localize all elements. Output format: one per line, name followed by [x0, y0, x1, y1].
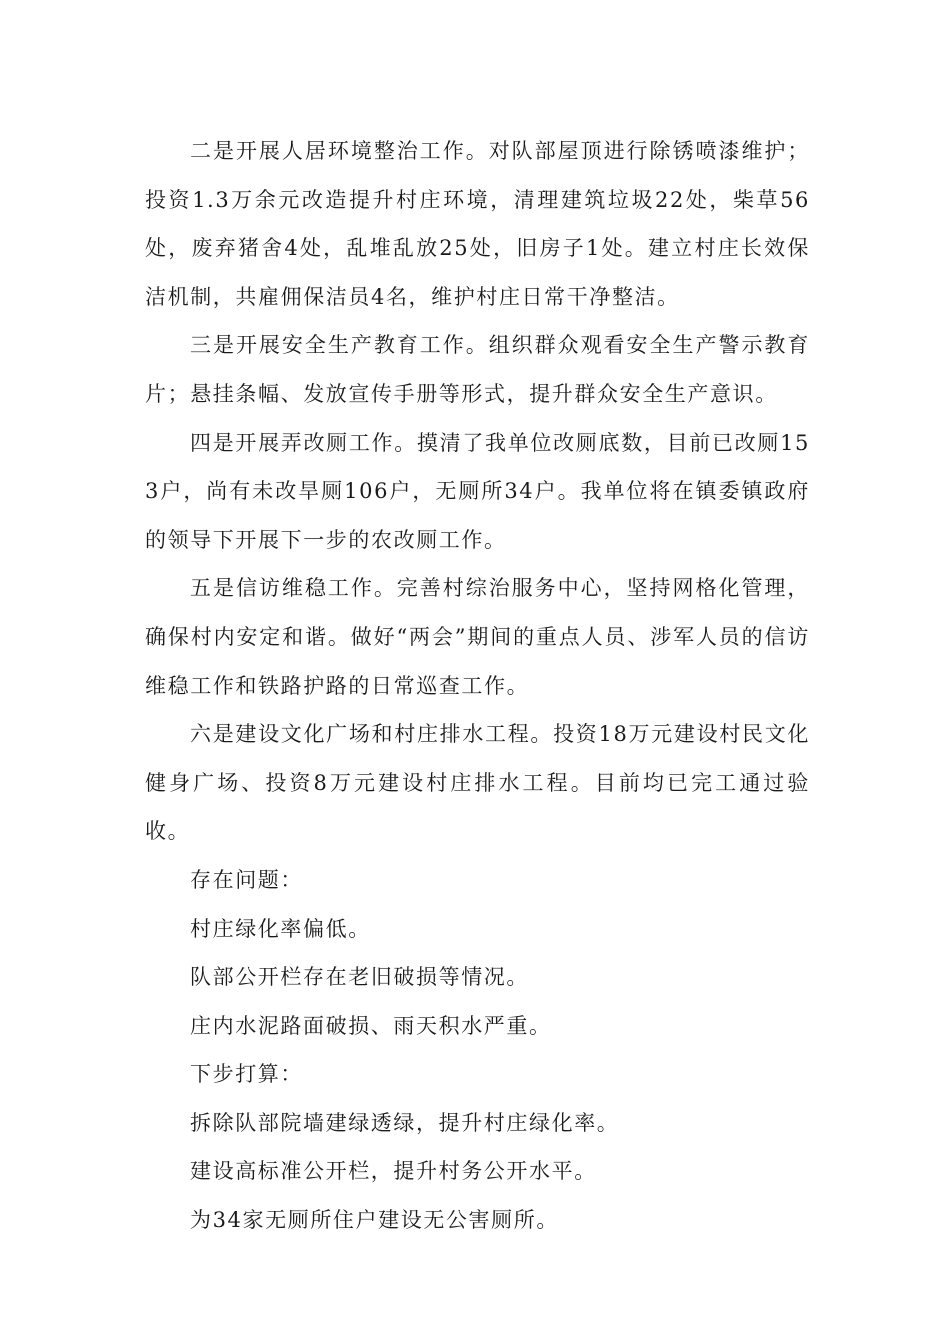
paragraph-petition: 五是信访维稳工作。完善村综治服务中心，坚持网格化管理，确保村内安定和谐。做好“两会”期间的重点人员、涉军人员的信访维稳工作和铁路护路的日常巡查工作。	[145, 576, 810, 698]
document-body	[145, 127, 810, 1245]
plan-item: 建设高标准公开栏，提升村务公开水平。	[190, 1159, 597, 1184]
paragraph-safety: 三是开展安全生产教育工作。组织群众观看安全生产警示教育片；悬挂条幅、发放宣传手册等形式，提升群众安全生产意识。	[145, 333, 810, 406]
paragraph-environment: 二是开展人居环境整治工作。对队部屋顶进行除锈喷漆维护；投资1.3万余元改造提升村庄环境，清理建筑垃圾22处，柴草56处，废弃猪舍4处，乱堆乱放25处，旧房子1处。建立村庄长效保洁机制，共雇佣保洁员4名，维护村庄日常干净整洁。	[145, 139, 810, 309]
plan-item: 为34家无厕所住户建设无公害厕所。	[190, 1208, 559, 1233]
paragraph-toilet: 四是开展弄改厕工作。摸清了我单位改厕底数，目前已改厕153户，尚有未改旱厕106户，无厕所34户。我单位将在镇委镇政府的领导下开展下一步的农改厕工作。	[145, 430, 810, 552]
plan-item: 拆除队部院墙建绿透绿，提升村庄绿化率。	[190, 1110, 620, 1135]
heading-problems: 存在问题：	[190, 867, 303, 892]
problem-item: 村庄绿化率偏低。	[190, 916, 371, 941]
heading-plans: 下步打算：	[190, 1062, 303, 1087]
problem-item: 队部公开栏存在老旧破损等情况。	[190, 965, 529, 990]
paragraph-plaza: 六是建设文化广场和村庄排水工程。投资18万元建设村民文化健身广场、投资8万元建设村庄排水工程。目前均已完工通过验收。	[145, 722, 810, 844]
problem-item: 庄内水泥路面破损、雨天积水严重。	[190, 1013, 552, 1038]
